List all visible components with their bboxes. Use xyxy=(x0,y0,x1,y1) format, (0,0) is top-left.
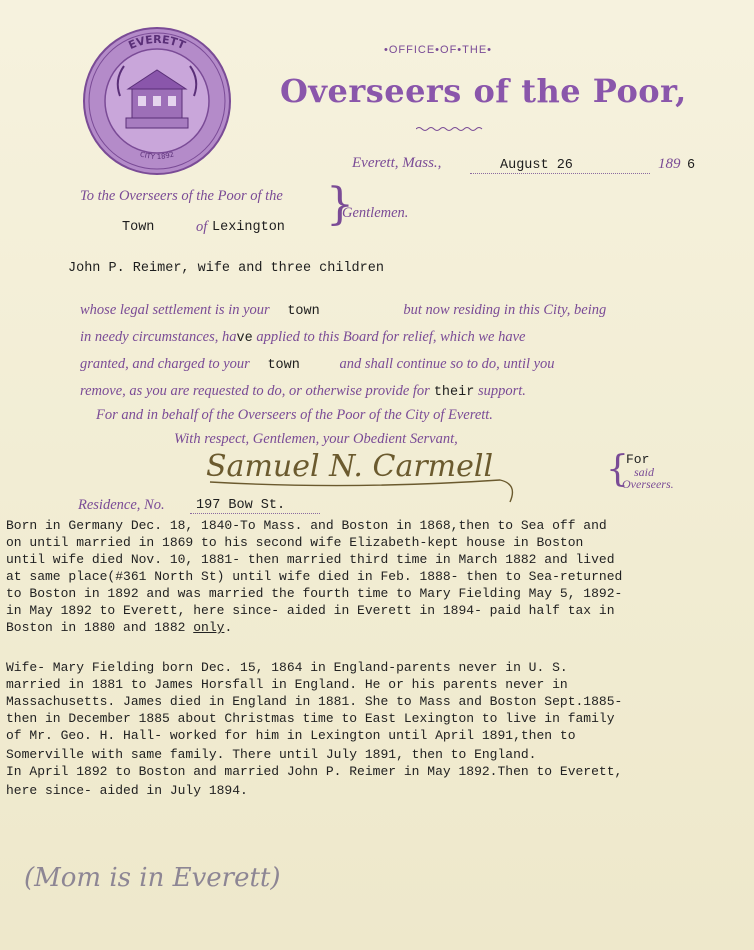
notes-line: then in December 1885 about Christmas time to East Lexington to live in family xyxy=(6,711,615,726)
body-line-3 xyxy=(80,356,555,373)
handwritten-signature xyxy=(200,440,520,506)
residence-value: 197 Bow St. xyxy=(196,498,286,513)
notes-text: . xyxy=(224,620,233,635)
notes-line: Massachusetts. James died in England in 1881. She to Mass and Boston Sept.1885- xyxy=(6,694,623,709)
town-name: Lexington xyxy=(212,220,285,235)
of-label: of xyxy=(196,219,208,235)
said-label: said xyxy=(634,465,655,479)
body-line-2 xyxy=(80,329,525,346)
town-label: Town xyxy=(122,220,155,235)
notes-line: here since- aided in July 1894. xyxy=(6,783,248,798)
notes-paragraph-husband xyxy=(6,517,748,636)
notes-line: Born in Germany Dec. 18, 1840-To Mass. and Boston in 1868,then to Sea off and xyxy=(6,518,607,533)
dateline-place: Everett, Mass., xyxy=(352,155,442,171)
address-line: To the Overseers of the Poor of the xyxy=(80,188,283,204)
notes-line: married in 1881 to James Horsfall in England. He or his parents never in xyxy=(6,677,568,692)
for-brace: { xyxy=(606,449,629,490)
body-text: in needy circumstances, ha xyxy=(80,329,237,345)
residence-label: Residence, No. xyxy=(78,497,165,513)
notes-line: in May 1892 to Everett, here since- aided in Everett in 1894- paid half tax in xyxy=(6,603,615,618)
notes-line: until wife died Nov. 10, 1881- then married third time in March 1882 and lived xyxy=(6,552,615,567)
dateline-year-suffix: 6 xyxy=(687,158,696,173)
body-text: applied to this Board for relief, which we have xyxy=(252,329,526,345)
body-line-1 xyxy=(80,302,606,319)
body-line-4 xyxy=(80,383,526,400)
for-label: For xyxy=(626,452,650,467)
subject-line: John P. Reimer, wife and three children xyxy=(68,261,384,276)
salutation: Gentlemen. xyxy=(342,205,409,221)
closing-line: With respect, Gentlemen, your Obedient Servant, xyxy=(174,431,458,447)
dateline-year-prefix: 189 xyxy=(658,156,681,172)
svg-text:(Mom is in Everett): (Mom is in Everett) xyxy=(24,863,281,893)
body-line-5: For and in behalf of the Overseers of the Poor of the City of Everett. xyxy=(96,407,493,423)
svg-text:CITY 1892: CITY 1892 xyxy=(138,150,176,162)
underlined-word: only xyxy=(193,620,225,635)
notes-paragraph-wife xyxy=(6,659,748,799)
office-of-the-label: •OFFICE•OF•THE• xyxy=(384,44,493,56)
charged-to-value: town xyxy=(267,358,300,373)
svg-text:Samuel N. Carmell: Samuel N. Carmell xyxy=(206,449,494,484)
svg-text:EVERETT: EVERETT xyxy=(126,32,188,53)
notes-line: at same place(#361 North St) until wife died in Feb. 1888- then to Sea-returned xyxy=(6,569,623,584)
body-text: whose legal settlement is in your xyxy=(80,302,270,318)
ornamental-rule xyxy=(416,126,486,132)
for-said-overseers xyxy=(606,449,674,491)
settlement-value: town xyxy=(287,304,320,319)
notes-line: Somerville with same family. There until July 1891, then to England. xyxy=(6,747,537,762)
body-text: and shall continue so to do, until you xyxy=(339,356,555,372)
body-text: remove, as you are requested to do, or otherwise provide for xyxy=(80,383,430,399)
notes-text: Boston in 1880 and 1882 xyxy=(6,620,194,635)
pencil-annotation xyxy=(20,852,370,904)
dateline-date: August 26 xyxy=(500,158,573,173)
notes-line xyxy=(6,619,748,636)
notes-line: on until married in 1869 to his second wife Elizabeth-kept house in Boston xyxy=(6,535,584,550)
body-text: but now residing in this City, being xyxy=(403,302,607,318)
notes-line: to Boston in 1892 and was married the fourth time to Mary Fielding May 5, 1892- xyxy=(6,586,623,601)
pronoun-fill: their xyxy=(433,385,475,400)
notes-line: In April 1892 to Boston and married John P. Reimer in May 1892.Then to Everett, xyxy=(6,764,623,779)
notes-line: of Mr. Geo. H. Hall- worked for him in Lexington until April 1891,then to xyxy=(6,728,576,743)
city-seal-icon xyxy=(82,26,232,176)
body-text: support. xyxy=(474,383,526,399)
body-text: granted, and charged to your xyxy=(80,356,250,372)
overseers-label: Overseers. xyxy=(622,477,674,491)
address-brace: } xyxy=(326,179,354,230)
plural-fill: ve xyxy=(236,331,253,346)
notes-line: Wife- Mary Fielding born Dec. 15, 1864 in England-parents never in U. S. xyxy=(6,660,568,675)
letterhead-title: Overseers of the Poor, xyxy=(280,72,687,110)
